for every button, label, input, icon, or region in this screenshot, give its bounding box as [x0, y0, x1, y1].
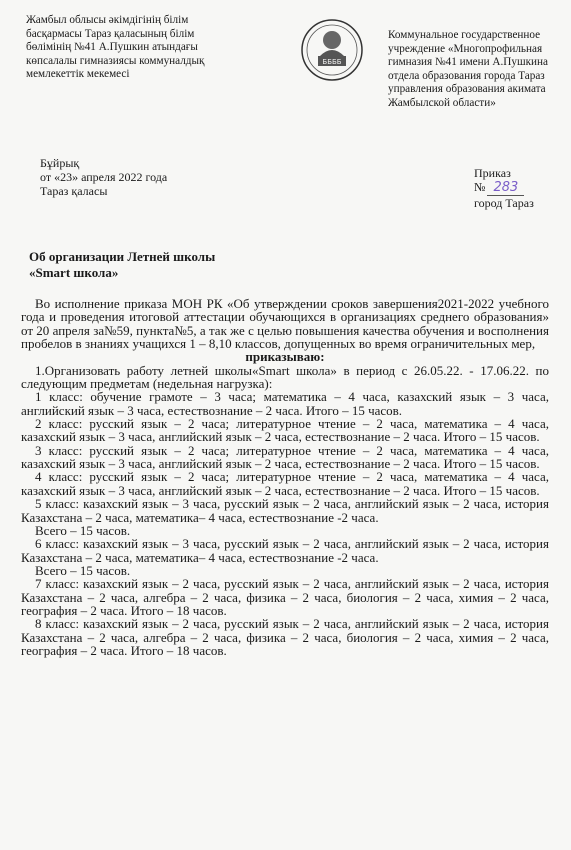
header-right-ru: [388, 29, 566, 110]
list-item: 6 класс: казахский язык – 3 часа, русский язык – 2 часа, английский язык – 2 часа, история Казахстана – 2 часа, математика– 4 часа, естествознание -2 часа.: [21, 536, 549, 565]
order-date: от «23» апреля 2022 года: [40, 170, 168, 184]
document-body: [21, 297, 549, 657]
header-left-kz: [26, 14, 251, 82]
header-left-line: көпсалалы гимназиясы коммуналдық: [26, 54, 205, 67]
list-item: 4 класс: русский язык – 2 часа; литературное чтение – 2 часа, математика – 4 часа, казахский язык – 3 часа, английский язык – 2 часа, естествознание – 2 часа. Итого – 15 часов.: [21, 469, 549, 498]
order-title-ru: Приказ: [474, 166, 511, 180]
order-title-kz: Бұйрық: [40, 156, 80, 170]
list-item: 7 класс: казахский язык – 2 часа, русский язык – 2 часа, английский язык – 2 часа, история Казахстана – 2 часа, алгебра – 2 часа, физика – 2 часа, биология – 2 часа, химия – 2 часа, география – 2 часа. Итого – 18 часов.: [21, 576, 549, 618]
emblem-text: ББББ: [322, 58, 342, 66]
header-left-line: мемлекеттік мекемесі: [26, 68, 130, 80]
list-item: 8 класс: казахский язык – 2 часа, русский язык – 2 часа, английский язык – 2 часа, история Казахстана – 2 часа, алгебра – 2 часа, физика – 2 часа, биология – 2 часа, химия – 2 часа, география – 2 часа. Итого – 18 часов.: [21, 616, 549, 658]
order-number-prefix: №: [474, 180, 486, 194]
list-item: Всего – 15 часов.: [35, 562, 131, 578]
intro-paragraph: Во исполнение приказа МОН РК «Об утверждении сроков завершения2021-2022 учебного года и проведения итоговой аттестации обучающихся в организациях среднего образования» от 20 апреля за№59, пункта№5, а так же с целью повышения качества обучения и восполнения пробелов в знаниях учащихся 1 – 8,10 классов, допущенных во время ограничительных мер,: [21, 296, 549, 352]
header-right-line: Коммунальное государственное: [388, 29, 541, 41]
command-heading: приказываю:: [245, 349, 325, 365]
header-right-line: Жамбылской области»: [388, 96, 496, 109]
order-block-kz: [40, 156, 167, 198]
header-right-line: гимназия №41 имени А.Пушкина: [388, 56, 548, 68]
header-right-line: отдела образования города Тараз: [388, 69, 545, 82]
title-line: «Smart школа»: [29, 265, 119, 280]
header-left-line: бөлімінің №41 А.Пушкин атындағы: [26, 41, 198, 53]
title-line: Об организации Летней школы: [29, 249, 216, 264]
order-city-ru: город Тараз: [474, 196, 534, 210]
list-item: 2 класс: русский язык – 2 часа; литературное чтение – 2 часа, математика – 4 часа, казахский язык – 3 часа, английский язык – 2 часа, естествознание – 2 часа. Итого – 15 часов.: [21, 416, 549, 445]
order-number-handwritten: 283: [487, 181, 524, 196]
order-block-ru: [474, 166, 534, 210]
document-title: [29, 249, 215, 281]
list-item: 1.Организовать работу летней школы«Smart школа» в период с 26.05.22. - 17.06.22. по следующим предметам (недельная нагрузка):: [21, 362, 549, 392]
header-left-line: Жамбыл облысы әкімдігінің білім: [26, 14, 189, 26]
order-number-line: [474, 180, 534, 196]
header-right-line: управления образования акимата: [388, 83, 546, 95]
list-item: 3 класс: русский язык – 2 часа; литературное чтение – 2 часа, математика – 4 часа, казахский язык – 3 часа, английский язык – 2 часа, естествознание – 2 часа. Итого – 15 часов.: [21, 442, 549, 472]
order-city-kz: Тараз қаласы: [40, 184, 108, 198]
list-item: 5 класс: казахский язык – 3 часа, русский язык – 2 часа, английский язык – 2 часа, история Казахстана – 2 часа, математика– 4 часа, естествознание -2 часа.: [21, 496, 549, 525]
list-item: Всего – 15 часов.: [35, 522, 131, 538]
header-left-line: басқармасы Тараз қаласының білім: [26, 27, 195, 40]
header-right-line: учреждение «Многопрофильная: [388, 42, 543, 55]
school-emblem-icon: [300, 18, 364, 82]
list-item: 1 класс: обучение грамоте – 3 часа; математика – 4 часа, казахский язык – 3 часа, английский язык – 3 часа, естествознание – 2 часа. Итого – 15 часов.: [21, 389, 549, 418]
